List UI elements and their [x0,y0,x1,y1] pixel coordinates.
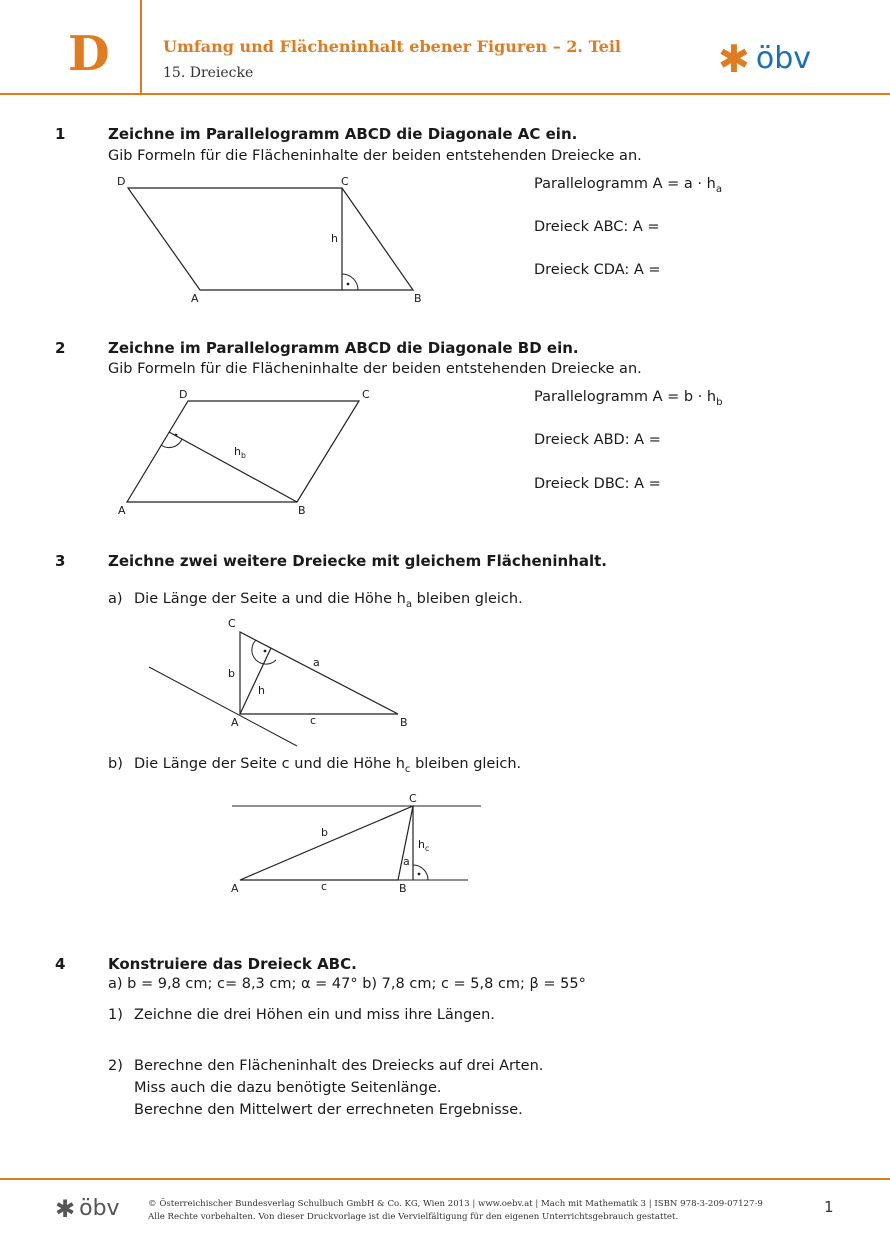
page-title: Umfang und Flächeninhalt ebener Figuren – 2. Teil [163,37,621,56]
task-3b-label-A: A [231,882,239,895]
task-1-title: Zeichne im Parallelogramm ABCD die Diagonale AC ein. [108,125,578,143]
task-3-number: 3 [55,552,66,570]
task-4-title: Konstruiere das Dreieck ABC. [108,955,357,973]
task-1-formula-triangle-abc: Dreieck ABC: A = [534,219,660,235]
footer-logo [55,1197,120,1221]
task-4-step1: Zeichne die drei Höhen ein und miss ihre Längen. [134,1007,495,1023]
star-icon: ✱ [55,1195,76,1223]
task-2-label-D: D [179,388,188,401]
task-1-label-B: B [414,292,422,305]
task-2-label-A: A [118,504,126,517]
task-2-formula-parallelogram: Parallelogramm $A = b \cdot h_b$ [534,389,723,408]
task-3b-text: Die Länge der Seite c und die Höhe $h_c$ bleiben gleich. [134,756,522,775]
footer-logo-text: öbv [79,1196,120,1221]
footer-line-2: Alle Rechte vorbehalten. Von dieser Druckvorlage ist die Vervielfältigung für den eigenen Unterrichtsgebrauch gestattet. [148,1212,679,1222]
task-3a-label-C: C [228,617,236,630]
task-2-instruction: Gib Formeln für die Flächeninhalte der beiden entstehenden Dreiecke an. [108,361,642,377]
task-2-title: Zeichne im Parallelogramm ABCD die Diagonale BD ein. [108,339,579,357]
task-2-number: 2 [55,339,66,357]
task-3a-label-c: c [310,714,317,727]
task-3b-label-hc: $h_c$ [418,838,430,854]
task-3b-label-B: B [399,882,407,895]
footer-divider [0,1178,890,1180]
task-3b-label-a: a [403,855,410,868]
page-subtitle: 15. Dreiecke [163,65,254,81]
chapter-letter: D [68,26,110,82]
task-3b-label-C: C [409,792,417,805]
task-3a-text: Die Länge der Seite a und die Höhe $h_a$ bleiben gleich. [134,591,523,610]
task-3a-label-B: B [400,716,408,729]
task-4-values: a) b = 9,8 cm; c= 8,3 cm; α = 47° b) 7,8 cm; c = 5,8 cm; β = 55° [108,976,586,992]
task-1-label-C: C [341,175,349,188]
task-1-instruction: Gib Formeln für die Flächeninhalte der beiden entstehenden Dreiecke an. [108,148,642,164]
task-3b-marker: b) [108,756,123,772]
task-3b-label-b: b [321,826,328,839]
task-3a-label-b: b [228,667,235,680]
task-2-label-hb: $h_b$ [234,445,246,461]
task-2-formula-triangle-dbc: Dreieck DBC: A = [534,476,661,492]
task-2-label-C: C [362,388,370,401]
task-1-number: 1 [55,125,66,143]
task-3b-label-c: c [321,880,328,893]
task-4-step2-line-2: Miss auch die dazu benötigte Seitenlänge. [134,1080,442,1096]
task-3a-label-A: A [231,716,239,729]
footer-copyright [148,1198,763,1224]
task-4-step2-line-3: Berechne den Mittelwert der errechneten Ergebnisse. [134,1102,523,1118]
task-1-label-D: D [117,175,126,188]
task-4-step2-marker: 2) [108,1058,123,1074]
task-4-number: 4 [55,955,66,973]
task-1-formula-triangle-cda: Dreieck CDA: A = [534,262,661,278]
task-1-label-h: h [331,232,338,245]
task-4-step2-line-1: Berechne den Flächeninhalt des Dreiecks auf drei Arten. [134,1058,544,1074]
task-2-formula-triangle-abd: Dreieck ABD: A = [534,432,661,448]
star-icon: ✱ [718,37,750,81]
page-number: 1 [824,1198,834,1216]
task-1-label-A: A [191,292,199,305]
task-1-formula-parallelogram: Parallelogramm $A = a \cdot h_a$ [534,176,723,195]
task-4-step1-marker: 1) [108,1007,123,1023]
task-3a-label-a: a [313,656,320,669]
task-3-title: Zeichne zwei weitere Dreiecke mit gleichem Flächeninhalt. [108,552,607,570]
logo-text: öbv [755,41,811,76]
task-3a-marker: a) [108,591,123,607]
task-2-label-B: B [298,504,306,517]
task-3a-label-h: h [258,684,265,697]
footer-line-1: © Österreichischer Bundesverlag Schulbuch GmbH & Co. KG, Wien 2013 | www.oebv.at | Mach mit Mathematik 3 | ISBN 978-3-209-07127-9 [148,1199,763,1209]
